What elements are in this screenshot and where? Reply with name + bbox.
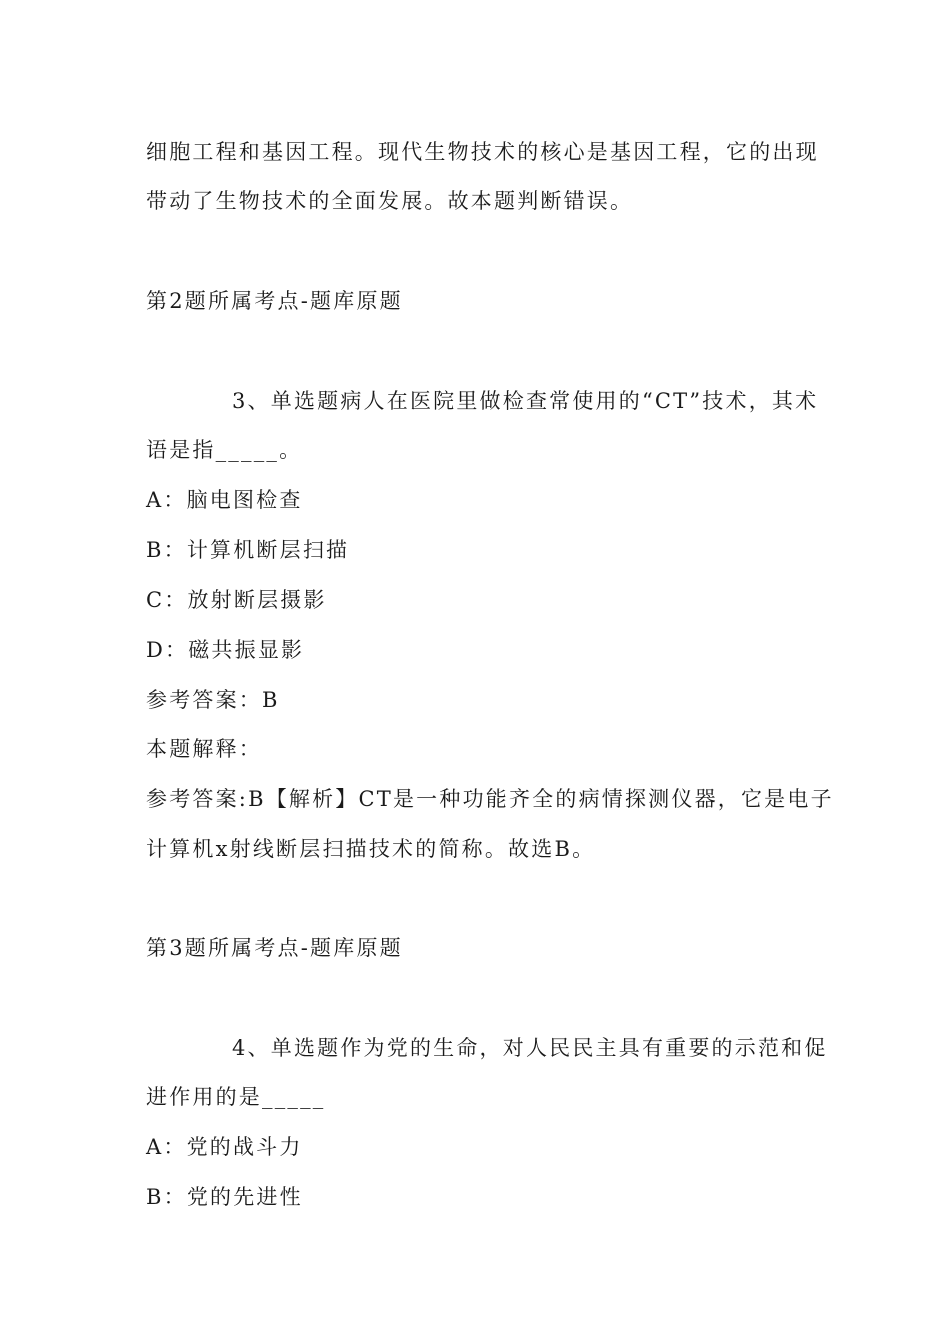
q3-option-d: D：磁共振显影 [146, 638, 305, 662]
q3-stem-line-1: 3、单选题病人在医院里做检查常使用的“CT”技术，其术 [232, 389, 819, 413]
q3-stem-line-2: 语是指_____。 [146, 438, 303, 462]
q3-knowledge-point: 第3题所属考点-题库原题 [146, 936, 403, 960]
q2-knowledge-point: 第2题所属考点-题库原题 [146, 289, 403, 313]
q3-explain-line-1: 参考答案:B【解析】CT是一种功能齐全的病情探测仪器，它是电子 [146, 787, 834, 811]
q4-option-a: A：党的战斗力 [146, 1135, 303, 1159]
q3-option-b: B：计算机断层扫描 [146, 538, 350, 562]
q3-answer: 参考答案：B [146, 688, 280, 712]
q4-option-b: B：党的先进性 [146, 1185, 303, 1209]
q3-option-a: A：脑电图检查 [146, 488, 303, 512]
q4-stem-line-2: 进作用的是_____ [146, 1085, 326, 1109]
q3-explain-line-2: 计算机x射线断层扫描技术的简称。故选B。 [146, 837, 596, 861]
intro-line-2: 带动了生物技术的全面发展。故本题判断错误。 [146, 189, 634, 213]
q3-option-c: C：放射断层摄影 [146, 588, 327, 612]
q3-explain-label: 本题解释： [146, 737, 262, 761]
intro-line-1: 细胞工程和基因工程。现代生物技术的核心是基因工程，它的出现 [146, 140, 819, 164]
q4-stem-line-1: 4、单选题作为党的生命，对人民民主具有重要的示范和促 [232, 1036, 828, 1060]
